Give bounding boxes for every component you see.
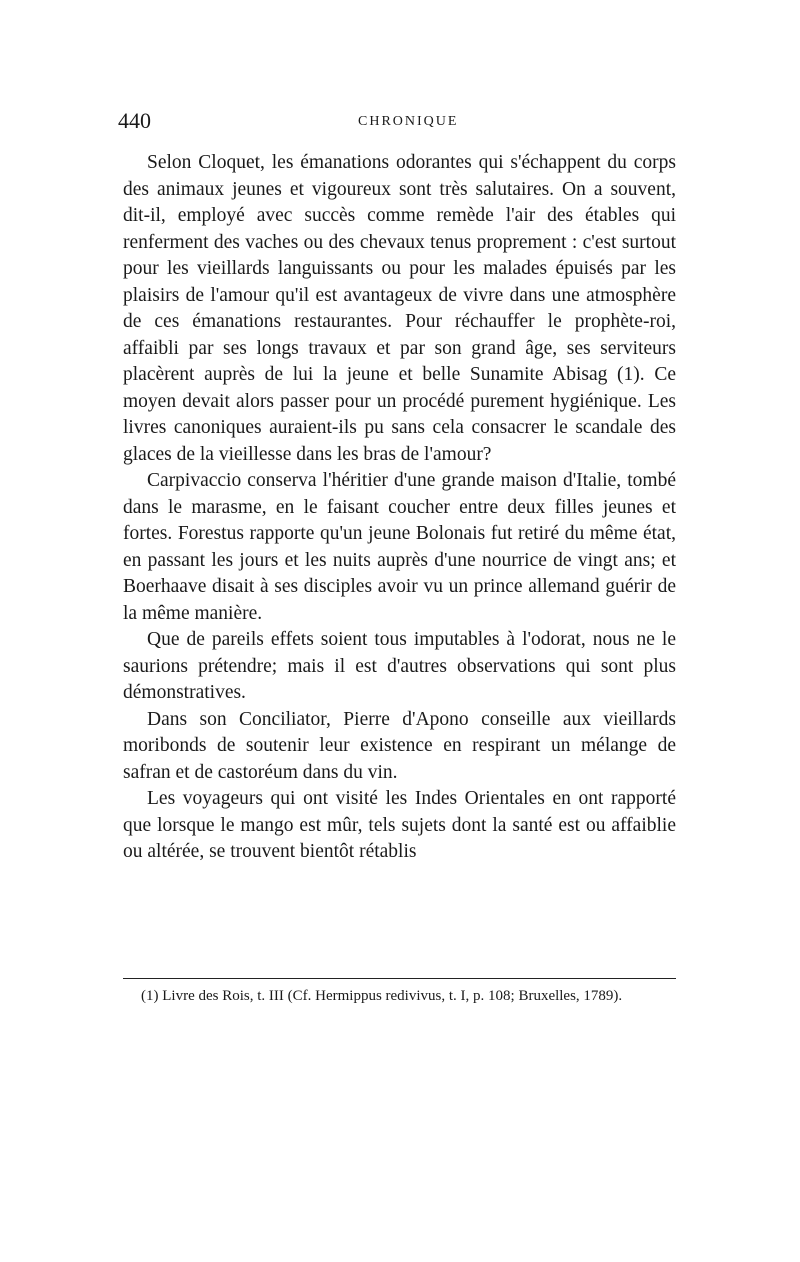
paragraph-voyageurs: Les voyageurs qui ont visité les Indes Orientales en ont rapporté que lorsque le mango est mûr, tels sujets dont la santé est ou affaiblie ou altérée, se trouvent bientôt rétablis <box>123 788 676 862</box>
body-text <box>123 150 676 866</box>
page-header <box>118 108 678 138</box>
paragraph-carpivaccio: Carpivaccio conserva l'héritier d'une grande maison d'Italie, tombé dans le marasme, en le faisant coucher entre deux filles jeunes et fortes. Forestus rapporte qu'un jeune Bolonais fut retiré du même état, en passant les jours et les nuits auprès d'une nourrice de vingt ans; et Boerhaave disait à ses disciples avoir vu un prince allemand guérir de la même manière. <box>123 470 676 624</box>
page-number: 440 <box>118 108 151 133</box>
paragraph-conciliator: Dans son Conciliator, Pierre d'Apono conseille aux vieillards moribonds de soutenir leur existence en respirant un mélange de safran et de castoréum dans du vin. <box>123 708 676 783</box>
footnote <box>123 985 676 1007</box>
footnote-divider <box>123 978 676 979</box>
paragraph-odorat: Que de pareils effets soient tous imputables à l'odorat, nous ne le saurions prétendre; mais il est d'autres observations qui sont plus démonstratives. <box>123 629 676 703</box>
footnote-text: (1) Livre des Rois, t. III (Cf. Hermippus redivivus, t. I, p. 108; Bruxelles, 1789). <box>141 988 623 1004</box>
paragraph-cloquet: Selon Cloquet, les émanations odorantes qui s'échappent du corps des animaux jeunes et vigoureux sont très salutaires. On a souvent, dit-il, employé avec succès comme remède l'air des étables qui renferment des vaches ou des chevaux tenus proprement : c'est surtout pour les vieillards languissants ou pour les malades épuisés par les plaisirs de l'amour qu'il est avantageux de vivre dans une atmosphère de ces émanations restaurantes. Pour réchauffer le prophète-roi, affaibli par ses longs travaux et par son grand âge, ses serviteurs placèrent auprès de lui la jeune et belle Sunamite Abisag (1). Ce moyen devait alors passer pour un procédé purement hygiénique. Les livres canoniques auraient-ils pu sans cela consacrer le scandale des glaces de la vieillesse dans les bras de l'amour? <box>123 152 676 465</box>
running-title: CHRONIQUE <box>358 114 459 129</box>
